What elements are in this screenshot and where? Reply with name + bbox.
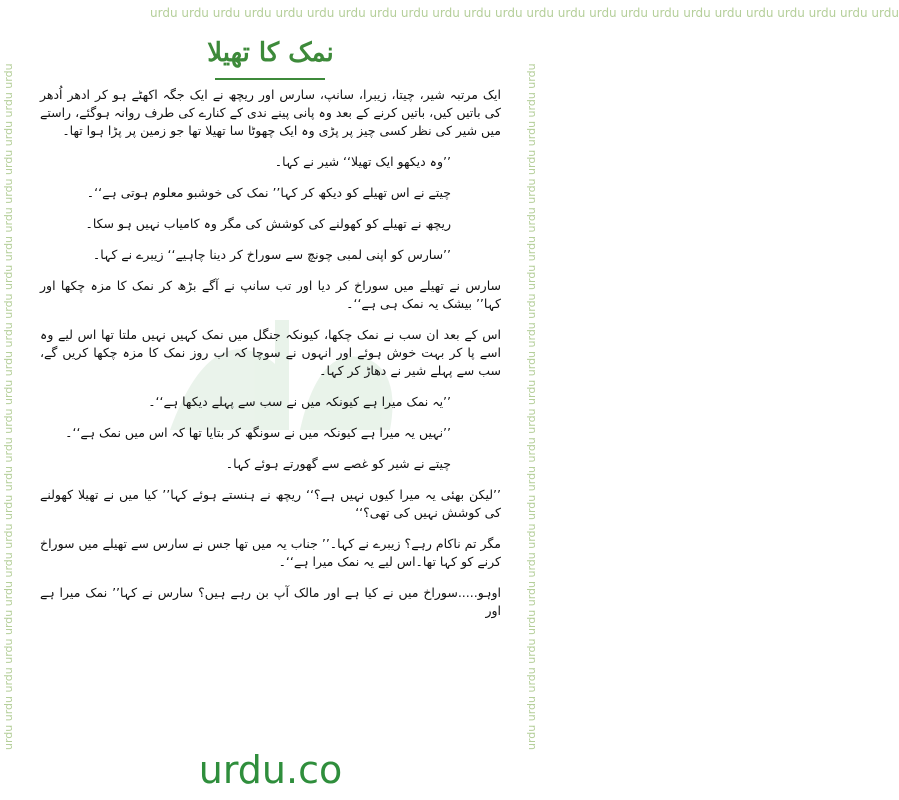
page-title: نمک کا تھیلا (207, 38, 334, 68)
right-border-text: urdu urdu urdu urdu urdu urdu urdu urdu urdu urdu urdu urdu urdu urdu urdu urdu urdu urdu urdu urdu urdu urdu urdu urdu (525, 63, 538, 750)
paragraph: ’’لیکن بھئی یہ میرا کیوں نہیں ہے؟‘‘ ریچھ نے ہنستے ہوئے کہا’’ کیا میں نے تھیلا کھولنے کی کوشش نہیں کی تھی؟‘‘ (40, 487, 501, 520)
top-border-pattern: urdu urdu urdu urdu urdu urdu urdu urdu urdu urdu urdu urdu urdu urdu urdu urdu urdu urdu urdu urdu urdu urdu urdu urdu (150, 6, 899, 20)
paragraph: چیتے نے شیر کو غصے سے گھورتے ہوئے کہا۔ (225, 456, 451, 471)
left-border-text: urdu urdu urdu urdu urdu urdu urdu urdu urdu urdu urdu urdu urdu urdu urdu urdu urdu urdu urdu urdu urdu urdu urdu urdu (2, 63, 15, 750)
paragraph: ریچھ نے تھیلے کو کھولنے کی کوشش کی مگر وہ کامیاب نہیں ہو سکا۔ (85, 216, 451, 231)
story-body (40, 86, 501, 633)
paragraph: ’’سارس کو اپنی لمبی چونچ سے سوراخ کر دینا چاہیے‘‘ زیبرے نے کہا۔ (92, 247, 451, 262)
paragraph: مگر تم ناکام رہے؟ زیبرے نے کہا۔’’ جناب یہ میں تھا جس نے سارس سے تھیلے میں سوراخ کرنے کو کہا تھا۔اس لیے یہ نمک میرا ہے‘‘۔ (40, 536, 501, 569)
paragraph: چیتے نے اس تھیلے کو دیکھ کر کہا’’ نمک کی خوشبو معلوم ہوتی ہے‘‘۔ (86, 185, 451, 200)
paragraph: سارس نے تھیلے میں سوراخ کر دیا اور تب سانپ نے آگے بڑھ کر نمک کا مزہ چکھا اور کہا’’ بیشک یہ نمک ہی ہے‘‘۔ (40, 278, 501, 311)
paragraph: ’’نہیں یہ میرا ہے کیونکہ میں نے سونگھ کر بتایا تھا کہ اس میں نمک ہے‘‘۔ (65, 425, 451, 440)
paragraph: اس کے بعد ان سب نے نمک چکھا، کیونکہ جنگل میں نمک کہیں نہیں ملتا تھا اس لیے وہ اسے پا کر بہت خوش ہوئے اور انہوں نے سوچا کہ اب روز نمک کا مزہ چکھا کریں گے، سب سے پہلے شیر نے دھاڑ کر کہا۔ (40, 327, 501, 378)
right-border-pattern (525, 63, 539, 760)
paragraph: اوہو.....سوراخ میں نے کیا ہے اور مالک آپ بن رہے ہیں؟ سارس نے کہا’’ نمک میرا ہے اور (40, 585, 501, 618)
footer-logo-text: urdu.co (198, 748, 343, 792)
title-underline (215, 78, 325, 80)
paragraph: ایک مرتبہ شیر، چیتا، زیبرا، سانپ، سارس اور ریچھ نے ایک جگہ اکھٹے ہو کر ادھر اُدھر کی باتیں کیں، باتیں کرنے کے بعد وہ پانی پینے ندی کے کنارے کی طرف روانہ ہوگئے، راستے میں شیر کی نظر کسی چیز پر پڑی وہ ایک چھوٹا سا تھیلا تھا جو زمین پر پڑا ہوا تھا۔ (40, 87, 501, 138)
left-border-pattern (2, 63, 16, 760)
paragraph: ’’وہ دیکھو ایک تھیلا‘‘ شیر نے کہا۔ (274, 154, 451, 169)
paragraph: ’’یہ نمک میرا ہے کیونکہ میں نے سب سے پہلے دیکھا ہے‘‘۔ (148, 394, 451, 409)
